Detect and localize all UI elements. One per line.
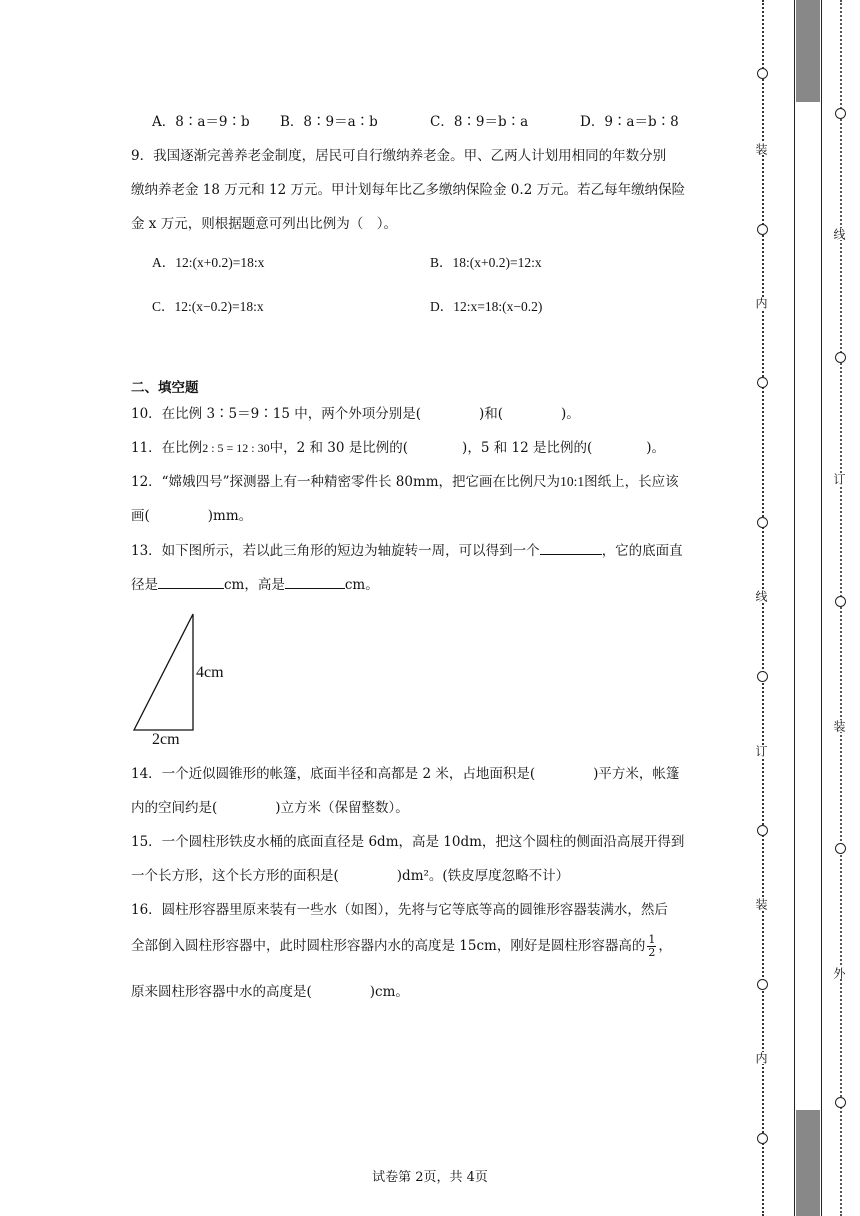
q14-text-3: 内的空间约是( [131,800,218,816]
q13-line-2 [131,574,379,595]
binding-frame-line [821,0,822,1216]
binding-circle [757,224,768,235]
q15-text-1: 一个长方形，这个长方形的面积是( [131,868,339,884]
q14-text-2: )平方米，帐篷 [593,766,680,782]
q13-text-2: ，它的底面直 [601,543,683,559]
q8-option-d: D．9∶a＝b∶8 [580,114,679,130]
binding-line-outer [840,0,842,1216]
triangle-base-label: 2cm [152,731,180,748]
q11-line [131,438,665,458]
page-footer: 试卷第 2页，共 4页 [372,1170,488,1185]
q16-text-2: ， [658,938,672,954]
q16-text-1: 全部倒入圆柱形容器中，此时圆柱形容器内水的高度是 15cm，刚好是圆柱形容器高的 [131,938,646,954]
binding-frame-line [794,0,795,1216]
q8-option-b: B．8∶9＝a∶b [280,114,378,130]
q9-option-a: A．12:(x+0.2)=18:x [152,255,265,270]
q11-ratio: 2 : 5 = 12 : 30 [202,441,270,455]
q16-frac-denominator: 2 [648,946,656,959]
q13-text-3: 径是 [131,577,158,593]
q14-line-1 [131,764,679,784]
q10-text-3: )。 [561,406,580,422]
binding-circle [757,671,768,682]
binding-char: 内 [754,297,768,309]
binding-char: 装 [754,143,768,155]
binding-circle [835,108,846,119]
q16-line-2 [131,934,672,959]
q11-text-2: 中，2 和 30 是比例的( [269,440,409,456]
q14-text-1: 14．一个近似圆锥形的帐篷，底面半径和高都是 2 米，占地面积是( [131,766,536,782]
q13-text-4: cm，高是 [224,577,285,593]
q12-text-4: )mm。 [207,508,253,524]
q11-text-1: 11．在比例 [131,440,203,456]
q10-line [131,404,580,424]
q13-text-5: cm。 [344,577,379,593]
binding-circle [757,68,768,79]
q8-option-c: C．8∶9＝b∶a [430,114,529,130]
binding-char: 订 [754,745,768,757]
q13-line-1 [131,540,683,561]
binding-circle [757,825,768,836]
q14-line-2 [131,798,409,818]
section-title: 二、填空题 [131,380,199,396]
q16-line-1: 16．圆柱形容器里原来装有一些水（如图），先将与它等底等高的圆锥形容器装满水，然后 [131,902,668,918]
q11-text-4: )。 [646,440,666,456]
q13-text-1: 13．如下图所示，若以此三角形的短边为轴旋转一周，可以得到一个 [131,543,540,559]
binding-circle [835,596,846,607]
triangle-shape [134,614,193,730]
binding-char: 线 [832,228,846,240]
binding-circle [835,1097,846,1108]
q9-line-1: 9．我国逐渐完善养老金制度，居民可自行缴纳养老金。甲、乙两人计划用相同的年数分别 [131,148,667,164]
q13-blank-2 [158,574,224,589]
q16-frac-numerator: 1 [648,933,656,946]
binding-gray-bar-bottom [796,1110,820,1216]
q10-text-2: )和( [478,406,504,422]
binding-circle [757,377,768,388]
q12-text-1: 12．“嫦娥四号”探测器上有一种精密零件长 80mm，把它画在比例尺为 [131,474,561,490]
binding-circle [835,843,846,854]
binding-circle [757,979,768,990]
q13-blank-1 [540,540,602,555]
q10-text-1: 10．在比例 3∶5＝9∶15 中，两个外项分别是( [131,406,421,422]
q12-line-1 [131,472,679,492]
q9-option-c: C．12:(x−0.2)=18:x [152,299,264,314]
q9-line-3: 金 x 万元，则根据题意可列出比例为（ ）。 [131,216,397,232]
binding-char: 装 [754,898,768,910]
binding-line-dotted [762,0,764,1216]
binding-char: 线 [754,590,768,602]
q9-option-d: D．12:x=18:(x−0.2) [430,299,543,314]
binding-char: 内 [754,1052,768,1064]
q15-line-1: 15．一个圆柱形铁皮水桶的底面直径是 6dm，高是 10dm，把这个圆柱的侧面沿高展开得到 [131,834,685,850]
binding-gray-bar-top [796,0,820,102]
q9-line-2: 缴纳养老金 18 万元和 12 万元。甲计划每年比乙多缴纳保险金 0.2 万元。若乙每年缴纳保险 [131,182,686,198]
q14-text-4: )立方米（保留整数）。 [275,800,409,816]
q13-blank-3 [285,574,345,589]
binding-circle [757,517,768,528]
binding-char: 外 [832,967,846,979]
q8-option-a: A．8∶a＝9∶b [152,114,250,130]
q12-scale: 10:1 [560,474,585,489]
binding-circle [835,352,846,363]
q16-fraction [647,934,656,959]
q12-line-2 [131,506,252,526]
q12-text-2: 图纸上，长应该 [584,474,679,490]
q15-text-2: )dm²。(铁皮厚度忽略不计） [396,868,570,884]
q9-option-b: B．18:(x+0.2)=12:x [430,255,542,270]
q11-text-3: )，5 和 12 是比例的( [462,440,593,456]
triangle-height-label: 4cm [196,664,224,681]
q16-text-3: 原来圆柱形容器中水的高度是( [131,984,312,1000]
q12-text-3: 画( [131,508,150,524]
q16-line-3 [131,982,409,1002]
q15-line-2 [131,866,569,886]
binding-circle [757,1133,768,1144]
binding-char: 装 [832,720,846,732]
q16-text-4: )cm。 [369,984,409,1000]
binding-char: 订 [832,473,846,485]
